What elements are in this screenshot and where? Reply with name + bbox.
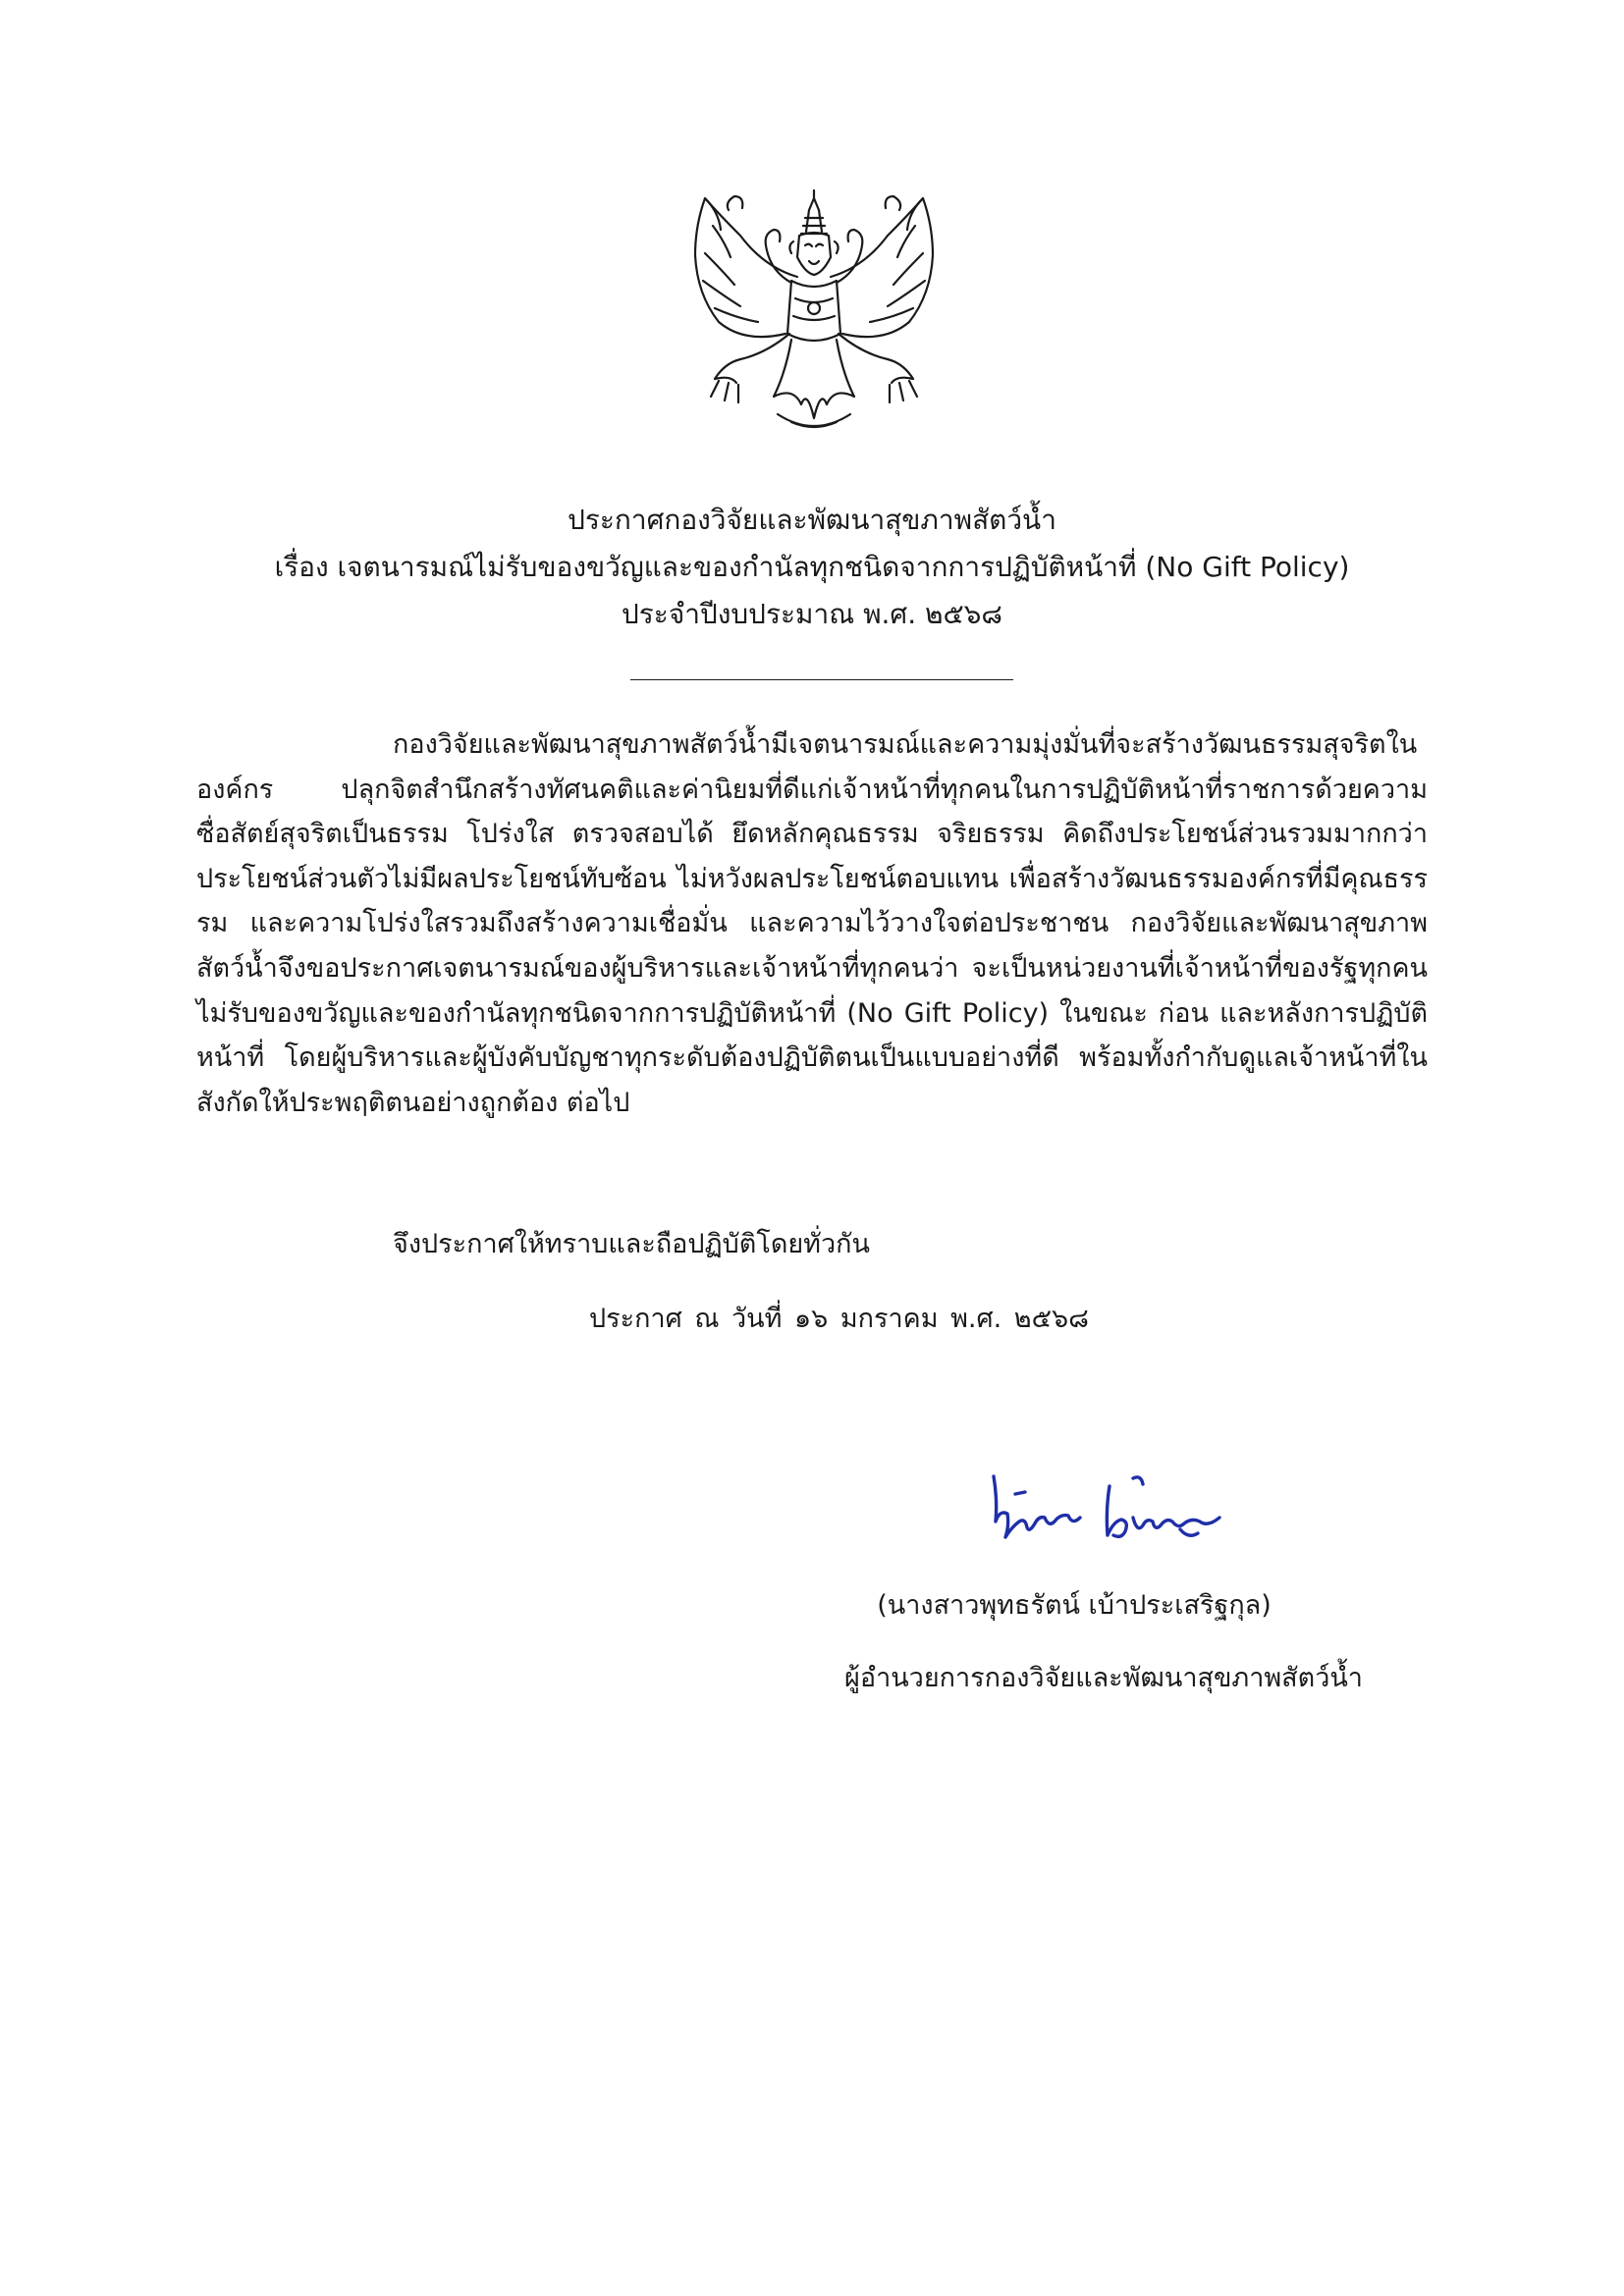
closing-statement: จึงประกาศให้ทราบและถือปฏิบัติโดยทั่วกัน [393, 1229, 870, 1259]
announcement-subject: เรื่อง เจตนารมณ์ไม่รับของขวัญและของกำนัลทุกชนิดจากการปฏิบัติหน้าที่ (No Gift Policy) [274, 551, 1350, 583]
signer-title: ผู้อำนวยการกองวิจัยและพัฒนาสุขภาพสัตว์น้ำ [844, 1663, 1363, 1693]
signer-name: (นางสาวพุทธรัตน์ เบ้าประเสริฐกุล) [877, 1590, 1272, 1621]
announcement-heading [0, 497, 1624, 638]
handwritten-signature [986, 1470, 1235, 1561]
heading-divider [630, 679, 1013, 680]
announcement-date: ประกาศ ณ วันที่ ๑๖ มกราคม พ.ศ. ๒๕๖๘ [589, 1304, 1089, 1334]
garuda-emblem-icon [676, 187, 952, 444]
fiscal-year: ประจำปีงบประมาณ พ.ศ. ๒๕๖๘ [621, 598, 1003, 630]
announcement-body: กองวิจัยและพัฒนาสุขภาพสัตว์น้ำมีเจตนารมณ์และความมุ่งมั่นที่จะสร้างวัฒนธรรมสุจริตในองค์กร ปลุกจิตสำนึกสร้างทัศนคติและค่านิยมที่ดีแก่เจ้าหน้าที่ทุกคนในการปฏิบัติหน้าที่ราชการด้วยความซื่อสัตย์สุจริตเป็นธรรม โปร่งใส ตรวจสอบได้ ยึดหลักคุณธรรม จริยธรรม คิดถึงประโยชน์ส่วนรวมมากกว่าประโยชน์ส่วนตัวไม่มีผลประโยชน์ทับซ้อน ไม่หวังผลประโยชน์ตอบแทน เพื่อสร้างวัฒนธรรมองค์กรที่มีคุณธรรรม และความโปร่งใสรวมถึงสร้างความเชื่อมั่น และความไว้วางใจต่อประชาชน กองวิจัยและพัฒนาสุขภาพสัตว์น้ำจึงขอประกาศเจตนารมณ์ของผู้บริหารและเจ้าหน้าที่ทุกคนว่า จะเป็นหน่วยงานที่เจ้าหน้าที่ของรัฐทุกคนไม่รับของขวัญและของกำนัลทุกชนิดจากการปฏิบัติหน้าที่ (No Gift Policy) ในขณะ ก่อน และหลังการปฏิบัติหน้าที่ โดยผู้บริหารและผู้บังคับบัญชาทุกระดับต้องปฏิบัติตนเป็นแบบอย่างที่ดี พร้อมทั้งกำกับดูแลเจ้าหน้าที่ในสังกัดให้ประพฤติตนอย่างถูกต้อง ต่อไป [196, 729, 1428, 1118]
announcement-title: ประกาศกองวิจัยและพัฒนาสุขภาพสัตว์น้ำ [568, 504, 1056, 536]
